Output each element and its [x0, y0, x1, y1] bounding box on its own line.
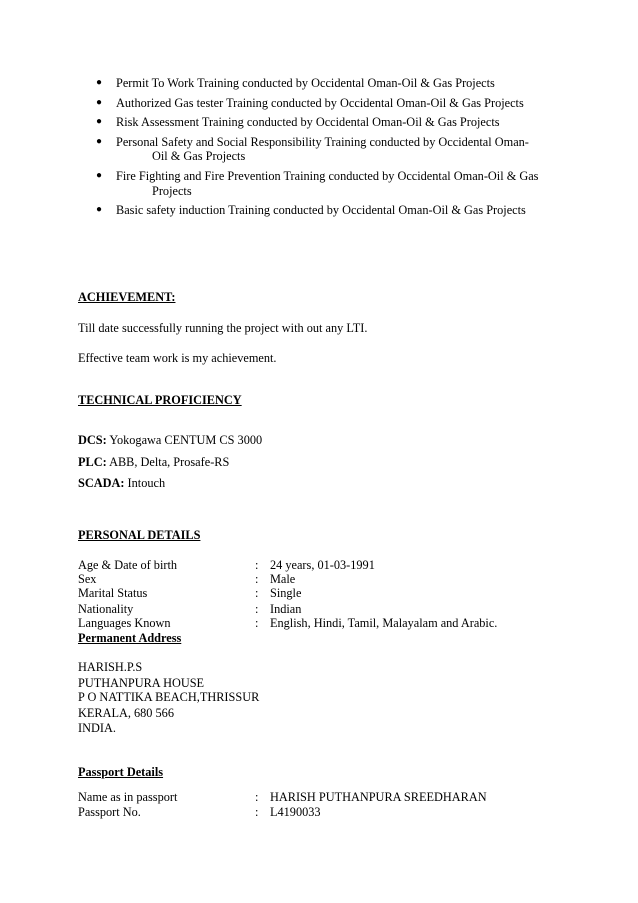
- personal-heading: PERSONAL DETAILS: [78, 528, 201, 542]
- address-line: INDIA.: [78, 721, 116, 735]
- training-line: Fire Fighting and Fire Prevention Training conducted by Occidental Oman-Oil & Gas: [116, 168, 539, 183]
- row-colon: :: [255, 602, 259, 616]
- row-label: Nationality: [78, 602, 134, 616]
- training-line: Permit To Work Training conducted by Occidental Oman-Oil & Gas Projects: [116, 76, 495, 90]
- training-item: [96, 115, 566, 130]
- bullet-icon: ●: [96, 77, 103, 88]
- bullet-icon: ●: [96, 96, 103, 108]
- training-line: Personal Safety and Social Responsibility Training conducted by Occidental Oman-: [116, 134, 529, 149]
- plc-line: [78, 455, 229, 470]
- address-heading: Permanent Address: [78, 631, 182, 645]
- row-colon: :: [255, 805, 259, 819]
- personal-row: [78, 602, 598, 617]
- row-label: Languages Known: [78, 616, 171, 630]
- training-item: [96, 96, 566, 111]
- address-line: KERALA, 680 566: [78, 706, 174, 720]
- row-colon: :: [255, 586, 259, 600]
- plc-value: ABB, Delta, Prosafe-RS: [106, 455, 230, 469]
- bullet-icon: ●: [96, 204, 103, 216]
- training-line-continued: Oil & Gas Projects: [152, 149, 246, 164]
- address-line: HARISH.P.S: [78, 660, 143, 674]
- achievement-heading: ACHIEVEMENT:: [78, 290, 176, 304]
- row-colon: :: [255, 616, 259, 630]
- personal-row: [78, 616, 598, 631]
- training-item: [96, 76, 566, 91]
- scada-value: Intouch: [124, 476, 166, 490]
- personal-row: [78, 558, 598, 573]
- row-value: L4190033: [270, 805, 321, 819]
- personal-row: [78, 572, 598, 587]
- row-value: Indian: [270, 602, 302, 616]
- passport-row: [78, 805, 598, 820]
- dcs-label: DCS:: [78, 433, 107, 447]
- bullet-icon: ●: [96, 135, 103, 147]
- row-value: Male: [270, 572, 296, 586]
- training-line: Basic safety induction Training conducted by Occidental Oman-Oil & Gas Projects: [116, 203, 526, 218]
- row-label: Passport No.: [78, 805, 141, 819]
- row-value: HARISH PUTHANPURA SREEDHARAN: [270, 790, 487, 804]
- row-colon: :: [255, 572, 259, 586]
- passport-heading: Passport Details: [78, 765, 164, 779]
- plc-label: PLC:: [78, 455, 107, 469]
- passport-row: [78, 790, 598, 805]
- scada-line: [78, 476, 165, 491]
- training-line: Risk Assessment Training conducted by Occidental Oman-Oil & Gas Projects: [116, 115, 500, 130]
- achievement-text: Effective team work is my achievement.: [78, 351, 277, 365]
- training-list: [96, 76, 566, 223]
- row-label: Name as in passport: [78, 790, 178, 804]
- personal-row: [78, 586, 598, 601]
- row-value: 24 years, 01-03-1991: [270, 558, 375, 572]
- row-value: English, Hindi, Tamil, Malayalam and Arabic.: [270, 616, 498, 630]
- row-label: Marital Status: [78, 586, 148, 600]
- training-item: [96, 135, 566, 164]
- address-line: PUTHANPURA HOUSE: [78, 676, 205, 690]
- dcs-line: [78, 433, 262, 448]
- technical-heading: TECHNICAL PROFICIENCY: [78, 393, 242, 407]
- training-item: [96, 203, 566, 218]
- row-colon: :: [255, 558, 259, 572]
- training-line-continued: Projects: [152, 183, 192, 198]
- row-label: Sex: [78, 572, 97, 586]
- training-line: Authorized Gas tester Training conducted by Occidental Oman-Oil & Gas Projects: [116, 95, 524, 110]
- achievement-text: Till date successfully running the project with out any LTI.: [78, 321, 368, 335]
- training-item: [96, 169, 566, 198]
- row-colon: :: [255, 790, 259, 804]
- row-label: Age & Date of birth: [78, 558, 178, 572]
- row-value: Single: [270, 586, 302, 600]
- address-line: P O NATTIKA BEACH,THRISSUR: [78, 690, 260, 704]
- bullet-icon: ●: [96, 169, 103, 181]
- dcs-value: Yokogawa CENTUM CS 3000: [106, 433, 263, 447]
- bullet-icon: ●: [96, 116, 103, 128]
- scada-label: SCADA:: [78, 476, 125, 490]
